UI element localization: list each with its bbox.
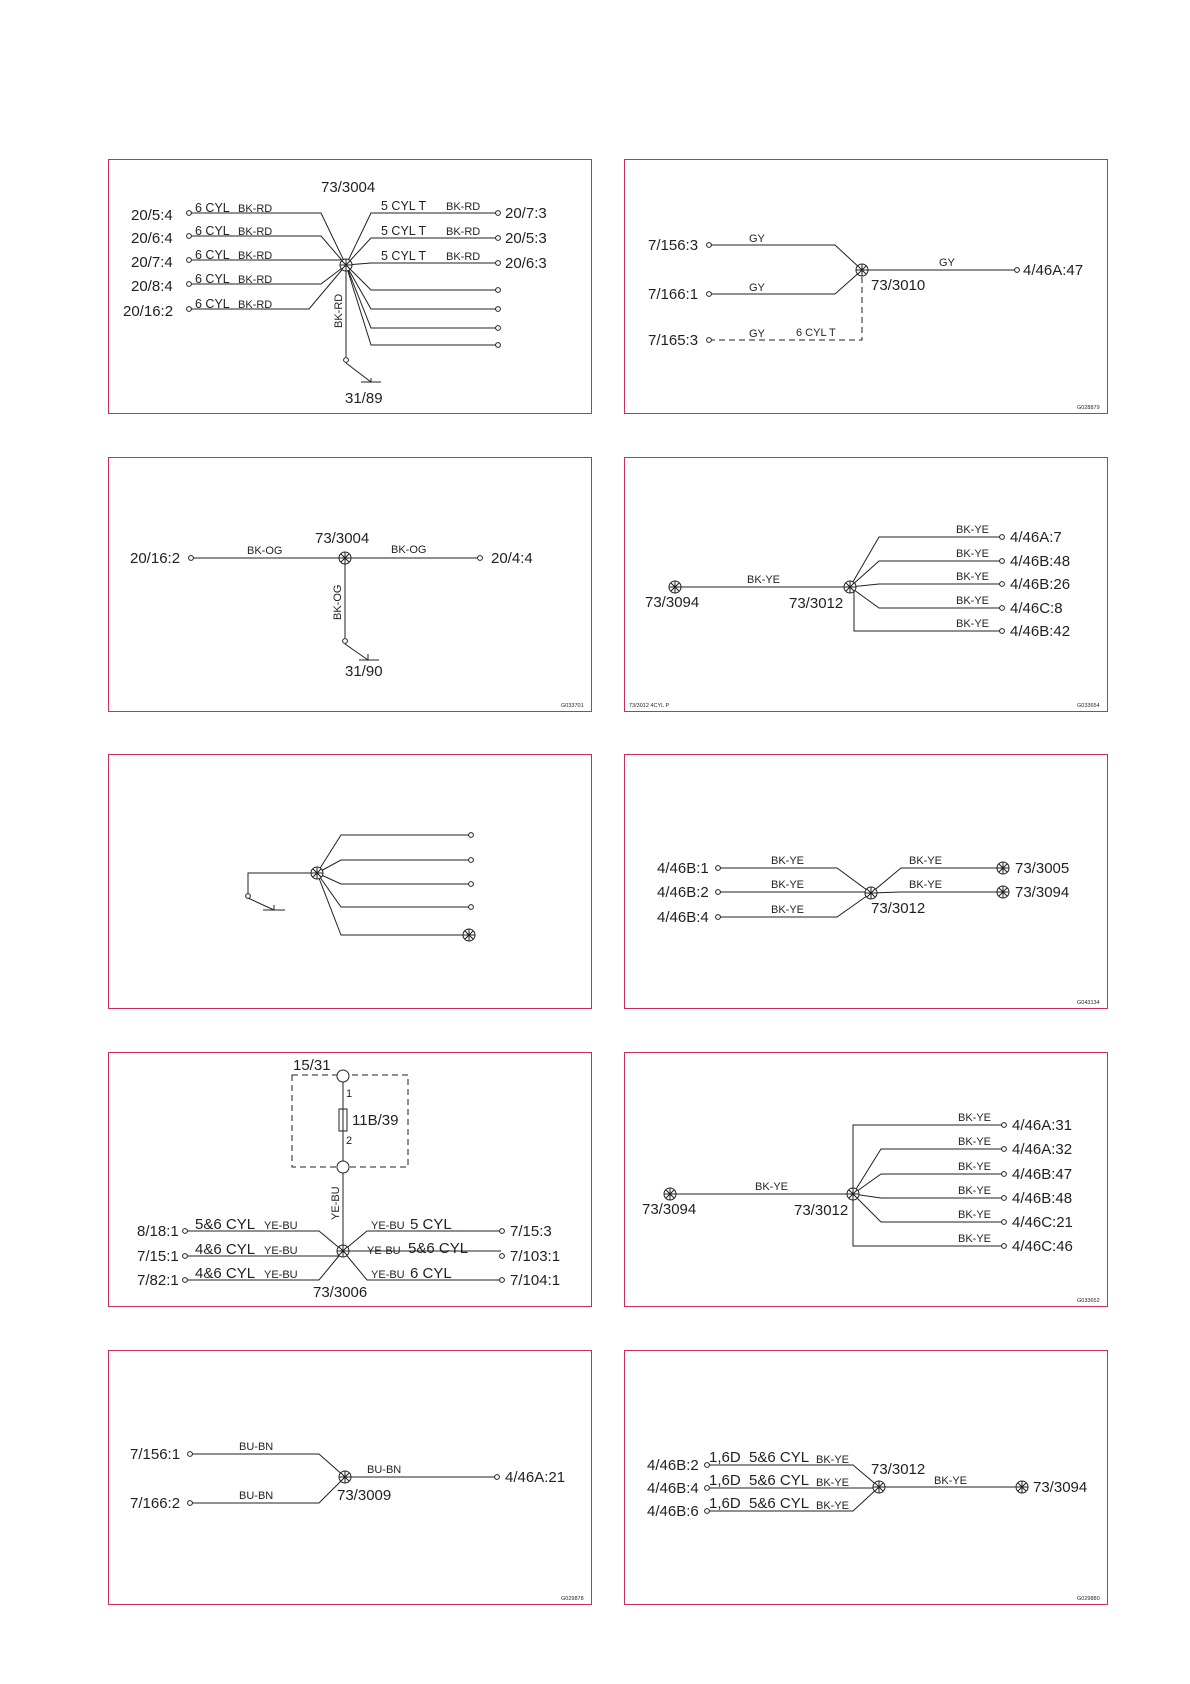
fuse-pin-label: 1 bbox=[346, 1088, 353, 1100]
wire-color-label: BK-YE bbox=[958, 1209, 992, 1221]
connector-label: 4/46B:47 bbox=[1012, 1166, 1073, 1183]
wire-color-label: BK-YE bbox=[909, 879, 943, 891]
connector-label: 4/46B:48 bbox=[1010, 553, 1071, 570]
wire-color-label: GY bbox=[939, 257, 955, 269]
wire-color-label: BK-YE bbox=[956, 595, 990, 607]
connector-label: 4/46B:26 bbox=[1010, 576, 1071, 593]
terminal-icon bbox=[496, 236, 501, 241]
terminal-icon bbox=[716, 890, 721, 895]
wire-color-label: YE-BU bbox=[264, 1220, 298, 1232]
splice-junction-icon bbox=[340, 259, 352, 271]
splice-junction-icon bbox=[669, 581, 681, 593]
connector-label: 4/46B:48 bbox=[1012, 1190, 1073, 1207]
splice-label: 73/3006 bbox=[313, 1284, 368, 1301]
wire-color-label: BK-YE bbox=[771, 904, 805, 916]
terminal-icon bbox=[1000, 629, 1005, 634]
wire-color-label: BU-BN bbox=[239, 1441, 274, 1453]
connector-label: 4/46A:21 bbox=[505, 1469, 566, 1486]
terminal-icon bbox=[189, 556, 194, 561]
terminal-icon bbox=[496, 211, 501, 216]
drawing-code: G033701 bbox=[561, 703, 584, 709]
connector-label: 7/166:1 bbox=[648, 286, 699, 303]
connector-label: 4/46B:4 bbox=[657, 909, 709, 926]
connector-label: 7/104:1 bbox=[510, 1272, 561, 1289]
cylinder-variant-label: 5&6 CYL bbox=[749, 1472, 810, 1489]
wire-color-label: BK-OG bbox=[391, 544, 427, 556]
wire-color-label: BK-OG bbox=[247, 545, 283, 557]
terminal-icon bbox=[496, 261, 501, 266]
splice-junction-icon bbox=[997, 886, 1009, 898]
terminal-icon bbox=[496, 307, 501, 312]
splice-junction-icon bbox=[873, 1481, 885, 1493]
terminal-icon bbox=[1002, 1220, 1007, 1225]
terminal-icon bbox=[707, 338, 712, 343]
splice-junction-icon bbox=[311, 867, 323, 879]
terminal-icon bbox=[1002, 1172, 1007, 1177]
connector-label: 20/5:3 bbox=[505, 230, 547, 247]
cylinder-variant-label: 6 CYL bbox=[195, 201, 230, 215]
cylinder-variant-label: 6 CYL bbox=[195, 297, 230, 311]
terminal-icon bbox=[1002, 1244, 1007, 1249]
splice-label: 73/3009 bbox=[337, 1487, 392, 1504]
wire-color-label: BK-RD bbox=[446, 251, 481, 263]
wire-color-label: BK-YE bbox=[958, 1161, 992, 1173]
terminal-icon bbox=[1000, 606, 1005, 611]
splice-junction-icon bbox=[1016, 1481, 1028, 1493]
splice-junction-icon bbox=[997, 862, 1009, 874]
engine-variant-label: 1,6D bbox=[709, 1449, 741, 1466]
connector-label: 4/46B:42 bbox=[1010, 623, 1071, 640]
connector-label: 4/46B:2 bbox=[647, 1457, 699, 1474]
terminal-icon bbox=[500, 1278, 505, 1283]
terminal-icon bbox=[469, 905, 474, 910]
terminal-icon bbox=[1002, 1196, 1007, 1201]
terminal-icon bbox=[343, 639, 348, 644]
connector-label: 20/5:4 bbox=[131, 207, 173, 224]
terminal-icon bbox=[495, 1475, 500, 1480]
splice-label: 73/3012 bbox=[789, 595, 844, 612]
wire-color-label: BK-YE bbox=[909, 855, 943, 867]
diagram-panel-splice-73-3004-ground-31-90 bbox=[108, 457, 592, 712]
diagram-panel-splice-73-3012-six-outputs bbox=[624, 1052, 1108, 1307]
wire-color-label: YE-BU bbox=[264, 1269, 298, 1281]
terminal-icon bbox=[500, 1254, 505, 1259]
wire-color-label: BK-YE bbox=[958, 1136, 992, 1148]
cylinder-variant-label: 6 CYL bbox=[410, 1265, 452, 1282]
splice-label: 73/3094 bbox=[645, 594, 700, 611]
wire-color-label: BK-RD bbox=[238, 299, 273, 311]
wire-color-label: BK-YE bbox=[771, 855, 805, 867]
cylinder-variant-label: 5&6 CYL bbox=[749, 1495, 810, 1512]
connector-label: 4/46A:47 bbox=[1023, 262, 1084, 279]
wire-color-label: GY bbox=[749, 328, 765, 340]
ground-label: 31/89 bbox=[345, 390, 383, 407]
cylinder-variant-label: 4&6 CYL bbox=[195, 1265, 256, 1282]
drawing-code: G033654 bbox=[1077, 703, 1100, 709]
terminal-icon bbox=[496, 326, 501, 331]
splice-junction-icon bbox=[865, 887, 877, 899]
wire-color-label: BK-YE bbox=[816, 1500, 850, 1512]
terminal-icon bbox=[183, 1254, 188, 1259]
connector-label: 7/15:3 bbox=[510, 1223, 552, 1240]
diagram-panel-splice-73-3004-ground-31-89 bbox=[108, 159, 592, 414]
terminal-icon bbox=[183, 1278, 188, 1283]
diagram-panel-splice-73-3012-to-4-46 bbox=[624, 457, 1108, 712]
cylinder-variant-label: 5 CYL T bbox=[381, 199, 427, 213]
terminal-icon bbox=[469, 882, 474, 887]
cylinder-variant-label: 6 CYL bbox=[195, 248, 230, 262]
connector-label: 4/46B:6 bbox=[647, 1503, 699, 1520]
wire-color-label: BK-YE bbox=[958, 1185, 992, 1197]
connector-label: 20/4:4 bbox=[491, 550, 533, 567]
wire-color-label: BK-YE bbox=[816, 1454, 850, 1466]
diagram-panel-fuse-11b-39-splice-73-3006 bbox=[108, 1052, 592, 1307]
connector-label: 7/156:3 bbox=[648, 237, 699, 254]
splice-label: 73/3004 bbox=[321, 179, 376, 196]
wire-color-label: BK-YE bbox=[956, 524, 990, 536]
terminal-icon bbox=[187, 234, 192, 239]
cylinder-variant-label: 5 CYL bbox=[410, 1216, 452, 1233]
splice-junction-icon bbox=[463, 929, 475, 941]
wire-color-label: BK-YE bbox=[956, 618, 990, 630]
wire-color-label: GY bbox=[749, 233, 765, 245]
wire-color-label: BK-RD bbox=[238, 250, 273, 262]
wire-color-label: BK-RD bbox=[446, 201, 481, 213]
drawing-code-left: 73/3012 4CYL P bbox=[629, 703, 670, 709]
wire-color-label: BK-YE bbox=[755, 1181, 789, 1193]
cylinder-variant-label: 5&6 CYL bbox=[408, 1240, 469, 1257]
cylinder-variant-label: 5 CYL T bbox=[381, 224, 427, 238]
wire-color-label: BK-RD bbox=[238, 203, 273, 215]
connector-label: 7/103:1 bbox=[510, 1248, 561, 1265]
wire-color-label: BK-YE bbox=[956, 571, 990, 583]
connector-label: 4/46B:2 bbox=[657, 884, 709, 901]
terminal-icon bbox=[469, 858, 474, 863]
terminal-icon bbox=[337, 1161, 349, 1173]
diagram-panel-splice-73-3009 bbox=[108, 1350, 592, 1605]
wire-color-label: BU-BN bbox=[239, 1490, 274, 1502]
splice-junction-icon bbox=[664, 1188, 676, 1200]
splice-label: 73/3094 bbox=[1015, 884, 1070, 901]
connector-label: 20/8:4 bbox=[131, 278, 173, 295]
splice-label: 73/3004 bbox=[315, 530, 370, 547]
wire-color-label: BK-YE bbox=[816, 1477, 850, 1489]
terminal-icon bbox=[337, 1070, 349, 1082]
terminal-icon bbox=[183, 1229, 188, 1234]
engine-variant-label: 1,6D bbox=[709, 1472, 741, 1489]
drawing-code: G029880 bbox=[1077, 1596, 1100, 1602]
wire-color-label: BK-YE bbox=[747, 574, 781, 586]
splice-label: 73/3010 bbox=[871, 277, 926, 294]
terminal-icon bbox=[478, 556, 483, 561]
wire-color-label: BK-YE bbox=[771, 879, 805, 891]
terminal-icon bbox=[469, 833, 474, 838]
connector-label: 20/7:3 bbox=[505, 205, 547, 222]
connector-label: 4/46C:21 bbox=[1012, 1214, 1073, 1231]
splice-junction-icon bbox=[337, 1245, 349, 1257]
connector-label: 4/46B:1 bbox=[657, 860, 709, 877]
drawing-code: G029878 bbox=[561, 1596, 584, 1602]
terminal-icon bbox=[1000, 582, 1005, 587]
wire-color-vertical: YE-BU bbox=[330, 1186, 342, 1220]
wire-color-vertical: BK-OG bbox=[332, 584, 344, 620]
drawing-code: G033652 bbox=[1077, 1298, 1100, 1304]
diagram-panel-unlabeled-splice bbox=[108, 754, 592, 1009]
splice-junction-icon bbox=[339, 552, 351, 564]
wire-color-label: BU-BN bbox=[367, 1464, 402, 1476]
terminal-icon bbox=[344, 358, 349, 363]
ground-label: 31/90 bbox=[345, 663, 383, 680]
diagram-panel-splice-73-3010 bbox=[624, 159, 1108, 414]
terminal-icon bbox=[187, 282, 192, 287]
terminal-icon bbox=[1015, 268, 1020, 273]
connector-label: 4/46A:7 bbox=[1010, 529, 1062, 546]
terminal-icon bbox=[1002, 1123, 1007, 1128]
splice-label: 73/3012 bbox=[871, 1461, 926, 1478]
diagram-panel-splice-73-3012-to-73-3094 bbox=[624, 1350, 1108, 1605]
wire-color-label: YE-BU bbox=[371, 1220, 405, 1232]
splice-junction-icon bbox=[339, 1471, 351, 1483]
terminal-icon bbox=[707, 243, 712, 248]
diagram-panel-splice-73-3012-to-73-3005 bbox=[624, 754, 1108, 1009]
cylinder-variant-label: 5 CYL T bbox=[381, 249, 427, 263]
cylinder-variant-label: 6 CYL T bbox=[796, 327, 836, 339]
terminal-icon bbox=[707, 292, 712, 297]
wire-color-label: YE-BU bbox=[371, 1269, 405, 1281]
wire-color-label: GY bbox=[749, 282, 765, 294]
cylinder-variant-label: 6 CYL bbox=[195, 224, 230, 238]
connector-label: 7/166:2 bbox=[130, 1495, 181, 1512]
terminal-icon bbox=[187, 211, 192, 216]
connector-label: 20/7:4 bbox=[131, 254, 173, 271]
wire-color-label: BK-RD bbox=[238, 226, 273, 238]
splice-label: 73/3012 bbox=[871, 900, 926, 917]
connector-label: 7/165:3 bbox=[648, 332, 699, 349]
connector-label: 4/46B:4 bbox=[647, 1480, 699, 1497]
terminal-icon bbox=[500, 1229, 505, 1234]
drawing-code: G043134 bbox=[1077, 1000, 1100, 1006]
cylinder-variant-label: 6 CYL bbox=[195, 272, 230, 286]
splice-junction-icon bbox=[847, 1188, 859, 1200]
cylinder-variant-label: 4&6 CYL bbox=[195, 1241, 256, 1258]
cylinder-variant-label: 5&6 CYL bbox=[195, 1216, 256, 1233]
wire-color-label: BK-YE bbox=[958, 1112, 992, 1124]
terminal-icon bbox=[1002, 1147, 1007, 1152]
engine-variant-label: 1,6D bbox=[709, 1495, 741, 1512]
terminal-icon bbox=[246, 894, 251, 899]
connector-label: 4/46C:46 bbox=[1012, 1238, 1073, 1255]
terminal-icon bbox=[1000, 559, 1005, 564]
connector-label: 4/46C:8 bbox=[1010, 600, 1063, 617]
terminal-icon bbox=[187, 307, 192, 312]
connector-label: 7/15:1 bbox=[137, 1248, 179, 1265]
wire-color-label: YE-BU bbox=[367, 1245, 401, 1257]
terminal-icon bbox=[187, 258, 192, 263]
connector-label: 20/16:2 bbox=[130, 550, 181, 567]
terminal-icon bbox=[188, 1501, 193, 1506]
splice-label: 73/3005 bbox=[1015, 860, 1070, 877]
cylinder-variant-label: 5&6 CYL bbox=[749, 1449, 810, 1466]
wire-color-label: YE-BU bbox=[264, 1245, 298, 1257]
connector-label: 4/46A:31 bbox=[1012, 1117, 1073, 1134]
splice-label: 73/3094 bbox=[1033, 1479, 1088, 1496]
terminal-icon bbox=[1000, 535, 1005, 540]
connector-label: 7/156:1 bbox=[130, 1446, 181, 1463]
connector-label: 20/6:4 bbox=[131, 230, 173, 247]
terminal-icon bbox=[188, 1452, 193, 1457]
connector-label: 8/18:1 bbox=[137, 1223, 179, 1240]
terminal-icon bbox=[496, 343, 501, 348]
wire-color-label: BK-YE bbox=[956, 548, 990, 560]
splice-junction-icon bbox=[856, 264, 868, 276]
wire-color-label: BK-YE bbox=[958, 1233, 992, 1245]
connector-label: 20/6:3 bbox=[505, 255, 547, 272]
fuse-label: 11B/39 bbox=[352, 1112, 399, 1129]
wire-color-label: BK-RD bbox=[446, 226, 481, 238]
supply-label: 15/31 bbox=[293, 1057, 331, 1074]
splice-label: 73/3012 bbox=[794, 1202, 849, 1219]
wire-color-label: BK-RD bbox=[238, 274, 273, 286]
wire-color-vertical: BK-RD bbox=[333, 293, 345, 328]
connector-label: 4/46A:32 bbox=[1012, 1141, 1073, 1158]
wire-color-label: BK-YE bbox=[934, 1475, 968, 1487]
connector-label: 7/82:1 bbox=[137, 1272, 179, 1289]
terminal-icon bbox=[716, 915, 721, 920]
fuse-pin-label: 2 bbox=[346, 1135, 353, 1147]
terminal-icon bbox=[496, 288, 501, 293]
connector-label: 20/16:2 bbox=[123, 303, 174, 320]
splice-junction-icon bbox=[844, 581, 856, 593]
terminal-icon bbox=[716, 866, 721, 871]
splice-label: 73/3094 bbox=[642, 1201, 697, 1218]
drawing-code: G028879 bbox=[1077, 405, 1100, 411]
